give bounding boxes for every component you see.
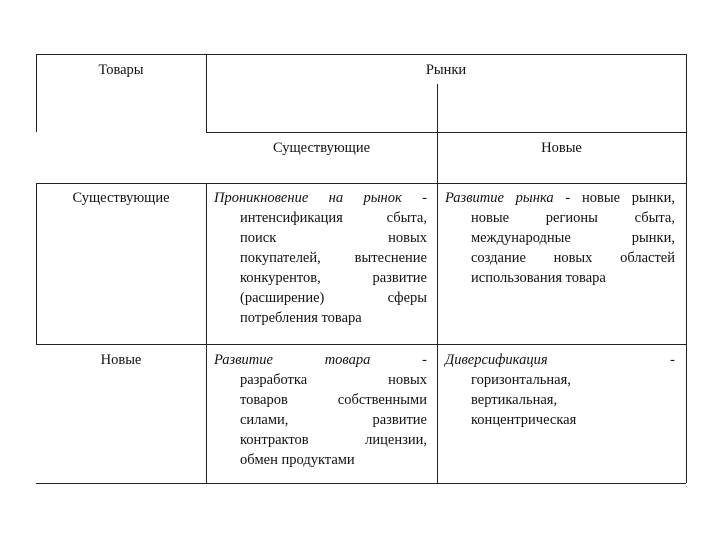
header-bottom-line — [36, 183, 686, 184]
strategy-description-line: поиск новых — [240, 230, 427, 246]
strategy-description-line: покупателей, вытеснение — [240, 250, 427, 266]
right-border — [686, 54, 687, 184]
strategy-description-line: товаров собственными — [240, 392, 427, 408]
strategy-description-line: новые регионы сбыта, — [471, 210, 675, 226]
strategy-title: Диверсификация — [445, 352, 548, 368]
strategy-description-line: обмен продуктами — [240, 452, 355, 468]
row-label-existing-goods: Существующие — [72, 190, 170, 206]
strategy-title: Развитие рынка — [445, 190, 554, 206]
header-existing-markets: Существующие — [272, 140, 371, 156]
strategy-separator: - — [547, 352, 675, 368]
strategy-description-line: интенсификация сбыта, — [240, 210, 427, 226]
cell-product-development — [214, 350, 427, 470]
strategy-description-line: разработка новых — [240, 372, 427, 388]
strategy-description-line: создание новых областей — [471, 250, 675, 266]
strategy-title: Проникновение на рынок — [214, 190, 402, 206]
strategy-description-line: международные рынки, — [471, 230, 675, 246]
strategy-description-line: концентрическая — [471, 412, 577, 428]
goods-column-divider-lower — [206, 183, 207, 483]
cell-diversification — [445, 350, 675, 430]
header-markets: Рынки — [425, 62, 467, 78]
cell-market-development — [445, 188, 675, 288]
strategy-description-line: силами, развитие — [240, 412, 427, 428]
strategy-separator: - — [401, 190, 427, 206]
table-bottom-border — [36, 483, 686, 484]
header-goods: Товары — [98, 62, 144, 78]
row-divider-line — [36, 344, 686, 345]
strategy-description-line: конкурентов, развитие — [240, 270, 427, 286]
cell-market-penetration — [214, 188, 427, 328]
strategy-description-line: (расширение) сферы — [240, 290, 427, 306]
strategy-description-line: потребления товара — [240, 310, 362, 326]
strategy-separator: - — [370, 352, 427, 368]
table-top-border — [36, 54, 686, 55]
right-border-lower — [686, 183, 687, 483]
strategy-description-line: горизонтальная, — [471, 372, 571, 388]
row-label-new-goods: Новые — [100, 352, 142, 368]
markets-subheader-line — [206, 132, 686, 133]
header-new-markets: Новые — [541, 140, 582, 156]
strategy-description-line: вертикальная, — [471, 392, 558, 408]
strategy-description-line: использования товара — [471, 270, 606, 286]
strategy-separator: - новые рынки, — [553, 190, 675, 206]
strategy-title: Развитие товара — [214, 352, 371, 368]
strategy-description-line: контрактов лицензии, — [240, 432, 427, 448]
